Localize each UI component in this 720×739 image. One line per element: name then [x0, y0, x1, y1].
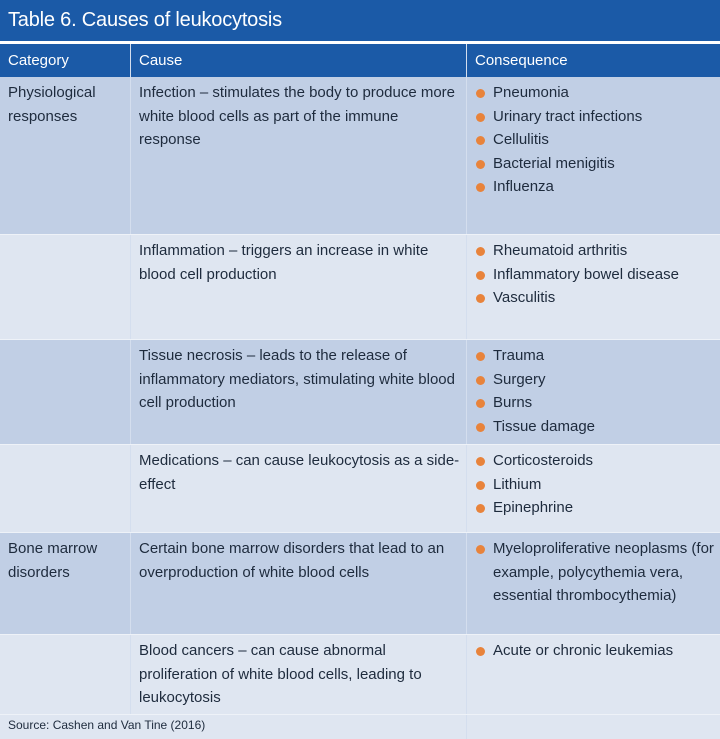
table-row [0, 77, 720, 234]
table-header-row [0, 44, 720, 77]
bullet-icon [476, 183, 485, 192]
table-title: Table 6. Causes of leukocytosis [0, 0, 720, 41]
bullet-icon [476, 271, 485, 280]
header-consequence: Consequence [466, 44, 720, 77]
bullet-icon [476, 160, 485, 169]
category-cell [0, 340, 130, 444]
consequence-text: Urinary tract infections [493, 107, 643, 125]
table-footer [0, 714, 720, 739]
category-cell: Bone marrow disorders [8, 540, 98, 581]
bullet-icon [476, 457, 485, 466]
table-row [0, 234, 720, 339]
consequence-text: Lithium [493, 475, 542, 493]
category-cell [0, 445, 130, 532]
cause-cell: Tissue necrosis – leads to the release of inflammatory mediators, stimulating white blood cell production [130, 340, 466, 444]
bullet-icon [476, 647, 485, 656]
cause-cell: Medications – can cause leukocytosis as a side-effect [130, 445, 466, 532]
consequence-cell [466, 340, 720, 444]
consequence-cell [466, 77, 720, 234]
consequence-item [475, 81, 714, 105]
consequence-item [475, 105, 714, 129]
consequence-list [475, 239, 714, 310]
consequence-item [475, 263, 714, 287]
consequence-text: Epinephrine [493, 499, 574, 516]
source-note: Source: Cashen and Van Tine (2016) [8, 718, 206, 732]
footer-empty-cell [466, 715, 720, 739]
consequence-cell [466, 445, 720, 532]
consequence-list [475, 81, 714, 199]
consequence-text: Rheumatoid arthritis [493, 242, 628, 259]
consequence-cell [466, 533, 720, 634]
consequence-cell [466, 635, 720, 714]
consequence-text: Pneumonia [493, 84, 569, 101]
cause-cell: Certain bone marrow disorders that lead to an overproduction of white blood cells [130, 533, 466, 634]
table-row [0, 444, 720, 532]
bullet-icon [476, 294, 485, 303]
cause-cell: Infection – stimulates the body to produce more white blood cells as part of the immune response [130, 77, 466, 234]
bullet-icon [476, 423, 485, 432]
consequence-list [475, 639, 714, 663]
bullet-icon [476, 247, 485, 256]
consequence-item [475, 473, 714, 497]
consequence-item [475, 639, 714, 663]
bullet-icon [476, 89, 485, 98]
consequence-text: Acute or chronic leukemias [493, 642, 674, 659]
bullet-icon [476, 504, 485, 513]
consequence-list [475, 537, 714, 608]
category-cell: Physiological responses [8, 84, 96, 125]
bullet-icon [476, 113, 485, 122]
table-body [0, 77, 720, 714]
bullet-icon [476, 545, 485, 554]
consequence-item [475, 344, 714, 368]
consequence-item [475, 175, 714, 199]
table-row [0, 339, 720, 444]
cause-cell: Inflammation – triggers an increase in white blood cell production [130, 235, 466, 339]
consequence-text: Bacterial menigitis [493, 154, 615, 172]
consequence-item [475, 368, 714, 392]
consequence-cell [466, 235, 720, 339]
category-cell [0, 235, 130, 339]
consequence-list [475, 344, 714, 438]
consequence-text: Myeloproliferative neoplasms (for example, polycythemia vera, essential thrombocythemia) [493, 540, 714, 604]
bullet-icon [476, 136, 485, 145]
consequence-text: Burns [493, 394, 533, 411]
consequence-item [475, 415, 714, 439]
header-cause: Cause [130, 44, 466, 77]
consequence-item [475, 152, 714, 176]
consequence-text: Corticosteroids [493, 452, 594, 469]
bullet-icon [476, 352, 485, 361]
consequence-item [475, 128, 714, 152]
consequence-item [475, 391, 714, 415]
consequence-item [475, 537, 714, 608]
consequence-text: Influenza [493, 178, 554, 195]
consequence-item [475, 239, 714, 263]
bullet-icon [476, 399, 485, 408]
table-row [0, 634, 720, 714]
bullet-icon [476, 376, 485, 385]
consequence-item [475, 449, 714, 473]
consequence-text: Surgery [493, 370, 546, 388]
consequence-item [475, 496, 714, 520]
consequence-item [475, 286, 714, 310]
consequence-text: Tissue damage [493, 417, 595, 435]
consequence-text: Cellulitis [493, 131, 549, 148]
consequence-text: Vasculitis [493, 289, 556, 306]
header-category: Category [8, 52, 69, 69]
consequence-text: Trauma [493, 347, 545, 364]
consequence-text: Inflammatory bowel disease [493, 265, 679, 283]
bullet-icon [476, 481, 485, 490]
category-cell [0, 635, 130, 714]
consequence-list [475, 449, 714, 520]
table-row [0, 532, 720, 634]
cause-cell: Blood cancers – can cause abnormal proliferation of white blood cells, leading to leukocytosis [130, 635, 466, 714]
